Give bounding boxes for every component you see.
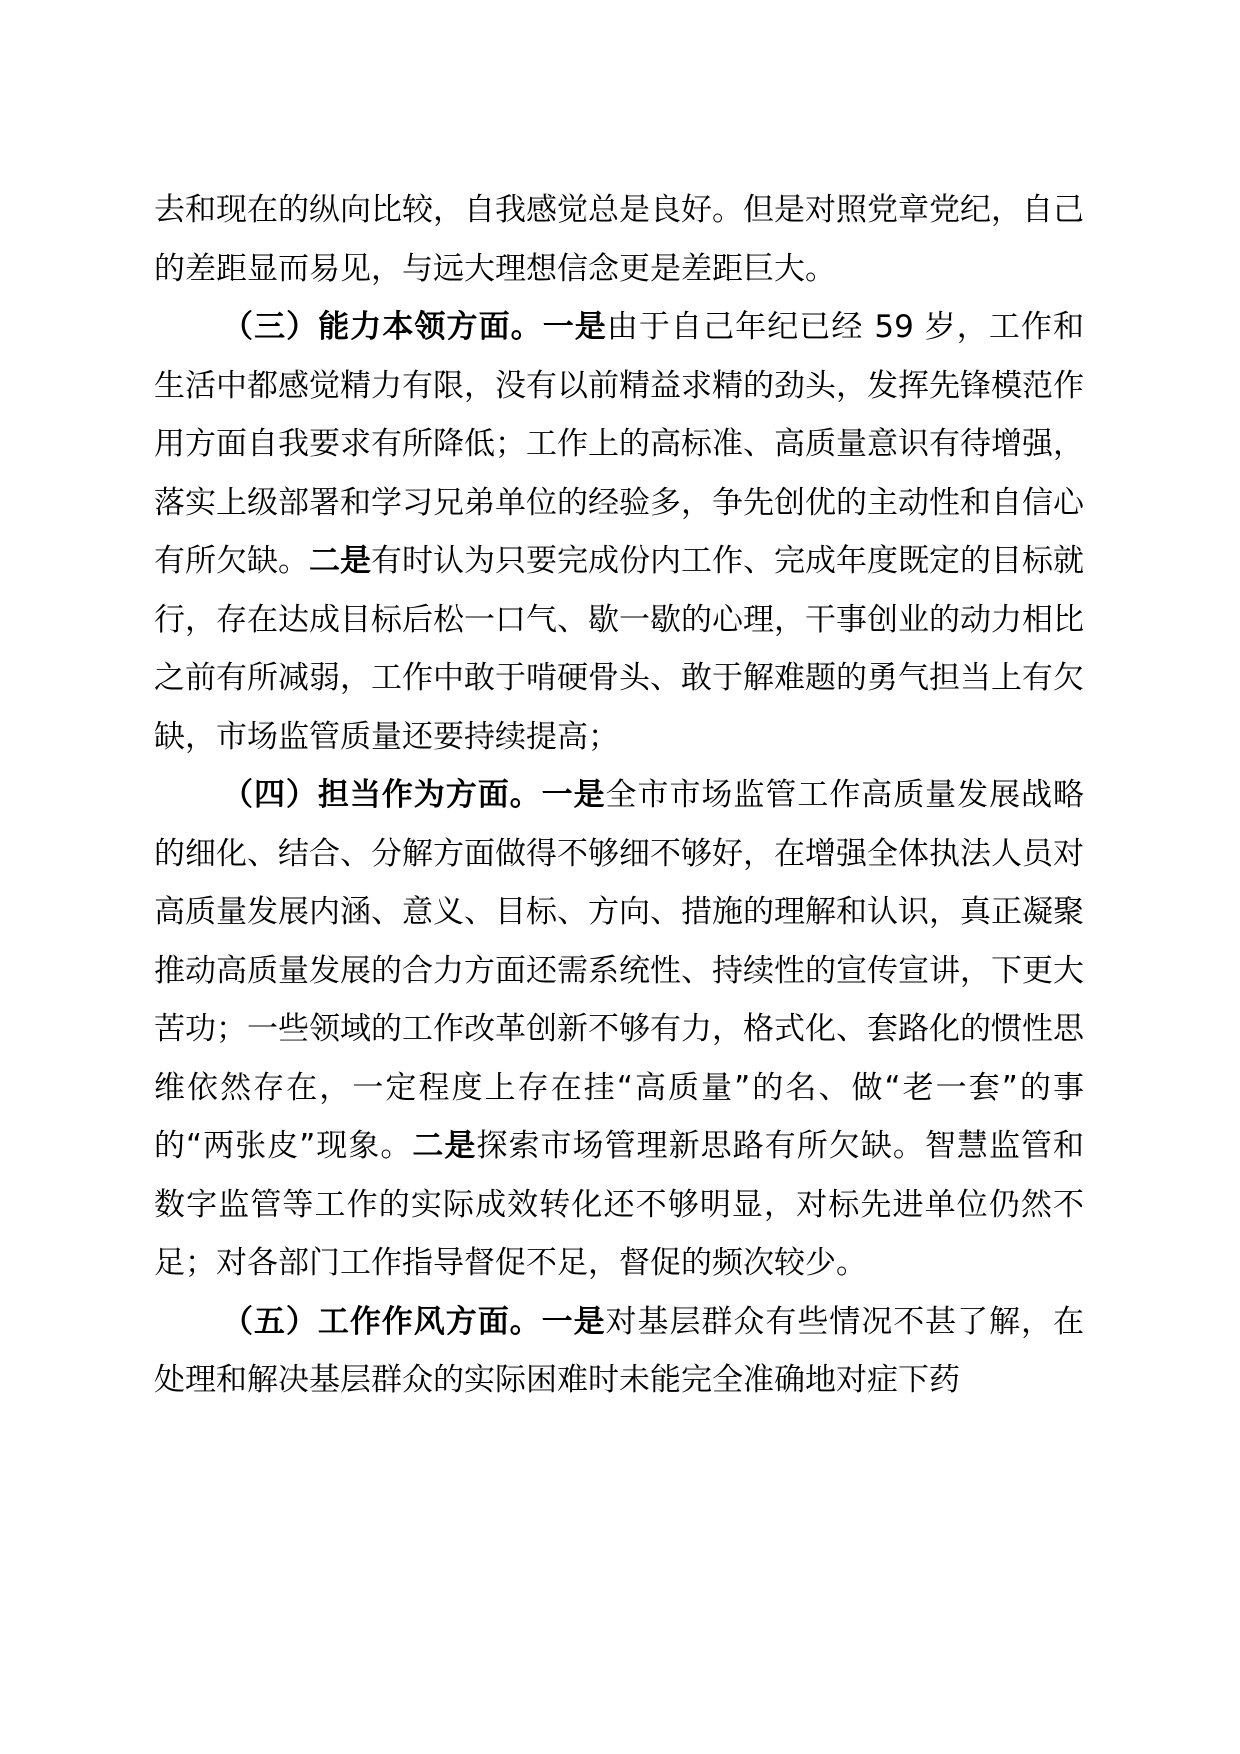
paragraph-ability-skills: [154, 298, 1084, 766]
paragraph-text: 去和现在的纵向比较，自我感觉总是良好。但是对照党章党纪，自己的差距显而易见，与远大理想信念更是差距巨大。: [154, 192, 1084, 287]
section-heading-ability: （三）能力本领方面。一是: [222, 309, 607, 345]
paragraph-work-style: [154, 1293, 1084, 1410]
paragraph-text: 全市市场监管工作高质量发展战略的细化、结合、分解方面做得不够细不够好，在增强全体执法人员对高质量发展内涵、意义、目标、方向、措施的理解和认识，真正凝聚推动高质量发展的合力方面还需系统性、持续性的宣传宣讲，下更大苦功；一些领域的工作改革创新不够有力，格式化、套路化的惯性思维依然存在，一定程度上存在挂“高质量”的名、做“老一套”的事的“两张皮”现象。: [154, 777, 1085, 1164]
section-heading-responsibility: （四）担当作为方面。一是: [222, 777, 606, 813]
section-heading-work-style: （五）工作作风方面。一是: [222, 1303, 606, 1340]
paragraph-responsibility: [154, 766, 1084, 1293]
paragraph-text: 对基层群众有些情况不甚了解，在处理和解决基层群众的实际困难时未能完全准确地对症下药: [154, 1303, 1085, 1398]
paragraph-text: 探索市场管理新思路有所欠缺。智慧监管和数字监管等工作的实际成效转化还不够明显，对标先进单位仍然不足；对各部门工作指导督促不足，督促的频次较少。: [154, 1128, 1085, 1281]
paragraph-text: 有时认为只要完成份内工作、完成年度既定的目标就行，存在达成目标后松一口气、歇一歇的心理，干事创业的动力相比之前有所减弱，工作中敢于啃硬骨头、敢于解难题的勇气担当上有欠缺，市场监管质量还要持续提高；: [154, 543, 1084, 755]
point-marker: 二是: [309, 543, 371, 579]
document-body: [154, 181, 1084, 1410]
point-marker: 二是: [412, 1128, 477, 1164]
paragraph-continuation: [154, 181, 1084, 298]
paragraph-text: 由于自己年纪已经 59 岁，工作和生活中都感觉精力有限，没有以前精益求精的劲头，发挥先锋模范作用方面自我要求有所降低；工作上的高标准、高质量意识有待增强，落实上级部署和学习兄弟单位的经验多，争先创优的主动性和自信心有所欠缺。: [154, 309, 1085, 579]
